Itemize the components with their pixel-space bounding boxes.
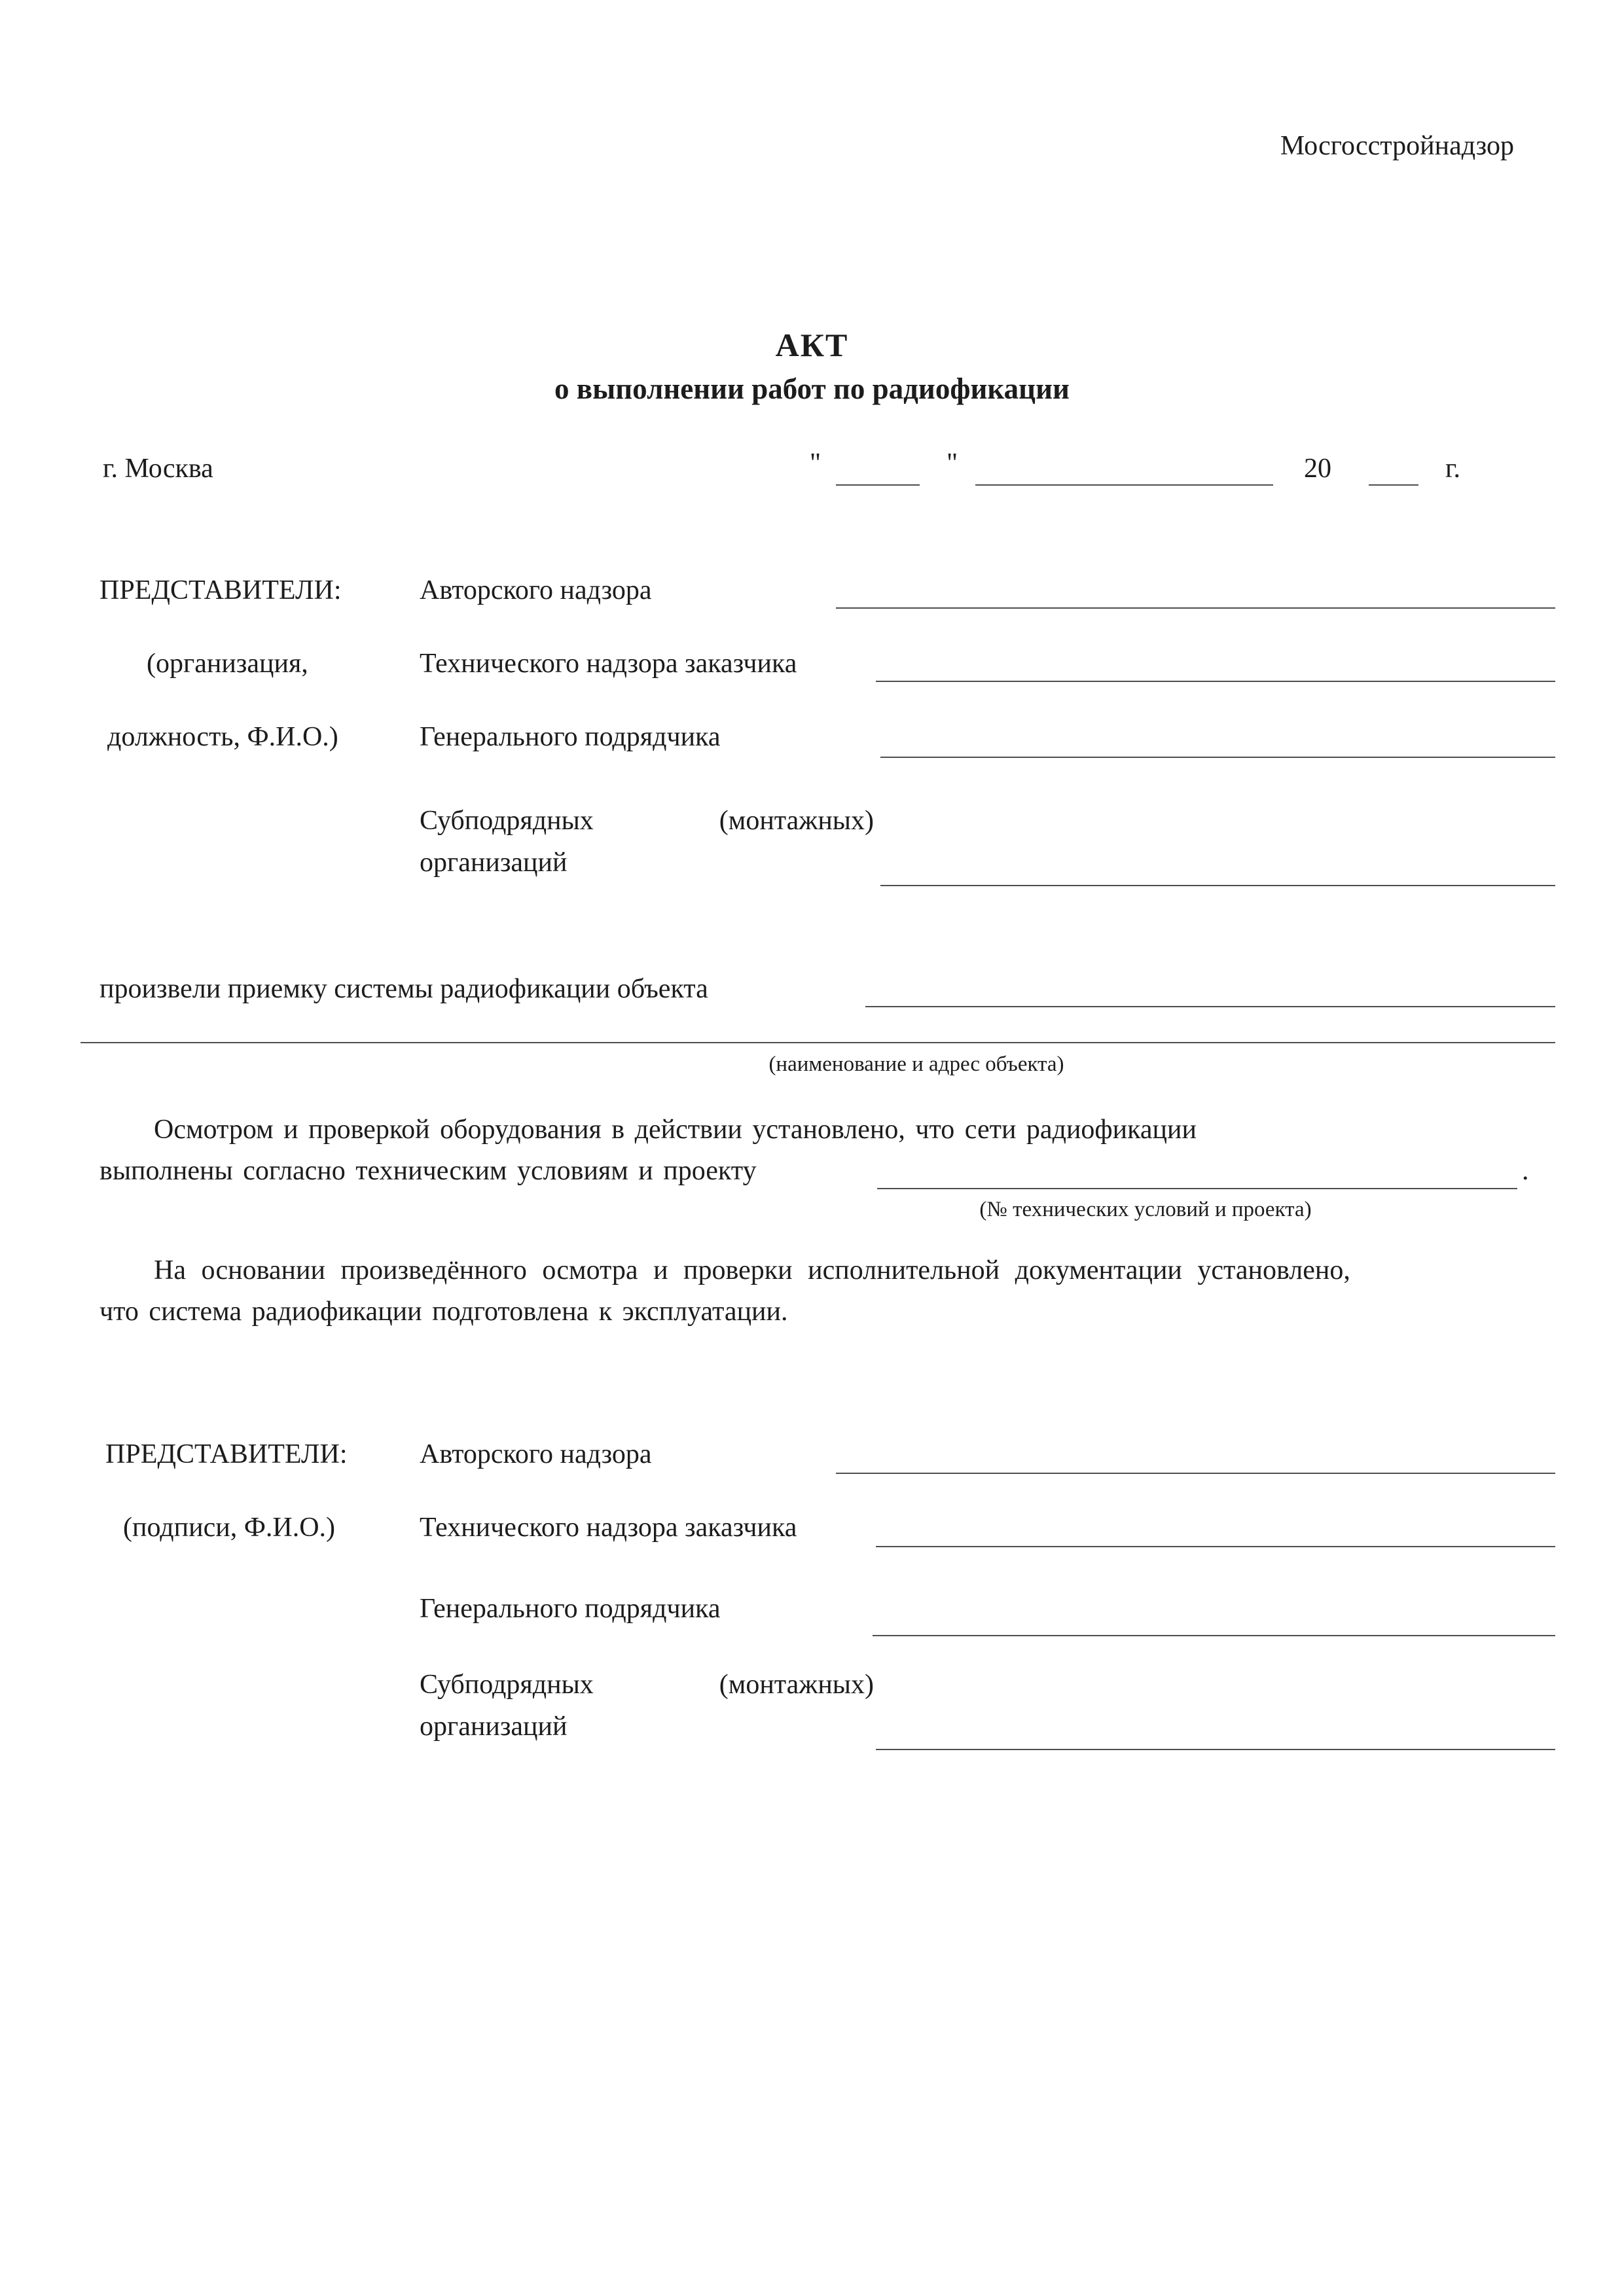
- representatives-bottom-label: ПРЕДСТАВИТЕЛИ:: [105, 1439, 348, 1469]
- author-supervision-blank-bottom: [836, 1473, 1555, 1474]
- inspection-blank-line: [877, 1188, 1517, 1189]
- inspection-paragraph-line2: выполнены согласно техническим условиям и проекту: [99, 1156, 757, 1186]
- technical-supervision-blank-top: [876, 681, 1555, 682]
- representatives-top-note-1: (организация,: [147, 649, 308, 679]
- inspection-caption: (№ технических условий и проекта): [979, 1198, 1312, 1221]
- date-close-quote: ": [947, 448, 958, 478]
- general-contractor-blank-top: [880, 757, 1555, 758]
- role-technical-supervision-bottom: Технического надзора заказчика: [420, 1513, 797, 1543]
- role-technical-supervision-top: Технического надзора заказчика: [420, 649, 797, 679]
- role-subcontractor-word2-bottom: (монтажных): [719, 1670, 874, 1700]
- acceptance-lead: произвели приемку системы радиофикации объекта: [99, 974, 708, 1004]
- date-year-blank-line: [1369, 484, 1418, 486]
- role-subcontractor-line2-bottom: организаций: [420, 1712, 568, 1742]
- representatives-top-note-2: должность, Ф.И.О.): [107, 722, 338, 752]
- date-day-blank-line: [836, 484, 920, 486]
- representatives-top-label: ПРЕДСТАВИТЕЛИ:: [99, 575, 342, 605]
- role-general-contractor-bottom: Генерального подрядчика: [420, 1594, 721, 1624]
- role-subcontractor-word2-top: (монтажных): [719, 806, 874, 836]
- city-label: г. Москва: [103, 454, 213, 484]
- inspection-terminator: .: [1522, 1156, 1529, 1186]
- representatives-bottom-note: (подписи, Ф.И.О.): [123, 1513, 336, 1543]
- role-subcontractor-word1-top: Субподрядных: [420, 806, 594, 836]
- subcontractor-blank-top: [880, 885, 1555, 886]
- conclusion-line1: На основании произведённого осмотра и проверки исполнительной документации установлено,: [154, 1255, 1350, 1285]
- subcontractor-blank-bottom: [876, 1749, 1555, 1750]
- doc-subtitle: о выполнении работ по радиофикации: [554, 372, 1070, 405]
- role-author-supervision-bottom: Авторского надзора: [420, 1439, 652, 1469]
- role-author-supervision-top: Авторского надзора: [420, 575, 652, 605]
- role-subcontractor-bottom: [420, 1668, 874, 1702]
- date-month-blank-line: [975, 484, 1273, 486]
- inspection-paragraph-line1: Осмотром и проверкой оборудования в действии установлено, что сети радиофикации: [154, 1115, 1197, 1145]
- doc-title: АКТ: [775, 327, 849, 363]
- role-subcontractor-word1-bottom: Субподрядных: [420, 1670, 594, 1700]
- date-year-suffix: г.: [1445, 454, 1460, 484]
- role-subcontractor-top: [420, 804, 874, 838]
- date-open-quote: ": [810, 448, 821, 478]
- agency-name: Мосгосстройнадзор: [1280, 131, 1514, 161]
- acceptance-caption: (наименование и адрес объекта): [768, 1052, 1064, 1076]
- role-general-contractor-top: Генерального подрядчика: [420, 722, 721, 752]
- general-contractor-blank-bottom: [873, 1635, 1555, 1636]
- acceptance-blank-line-2: [81, 1042, 1555, 1043]
- acceptance-blank-line-1: [865, 1006, 1555, 1007]
- conclusion-line2: что система радиофикации подготовлена к эксплуатации.: [99, 1297, 788, 1327]
- date-year-prefix: 20: [1304, 454, 1331, 484]
- technical-supervision-blank-bottom: [876, 1546, 1555, 1547]
- role-subcontractor-line2-top: организаций: [420, 848, 568, 878]
- author-supervision-blank-top: [836, 607, 1555, 609]
